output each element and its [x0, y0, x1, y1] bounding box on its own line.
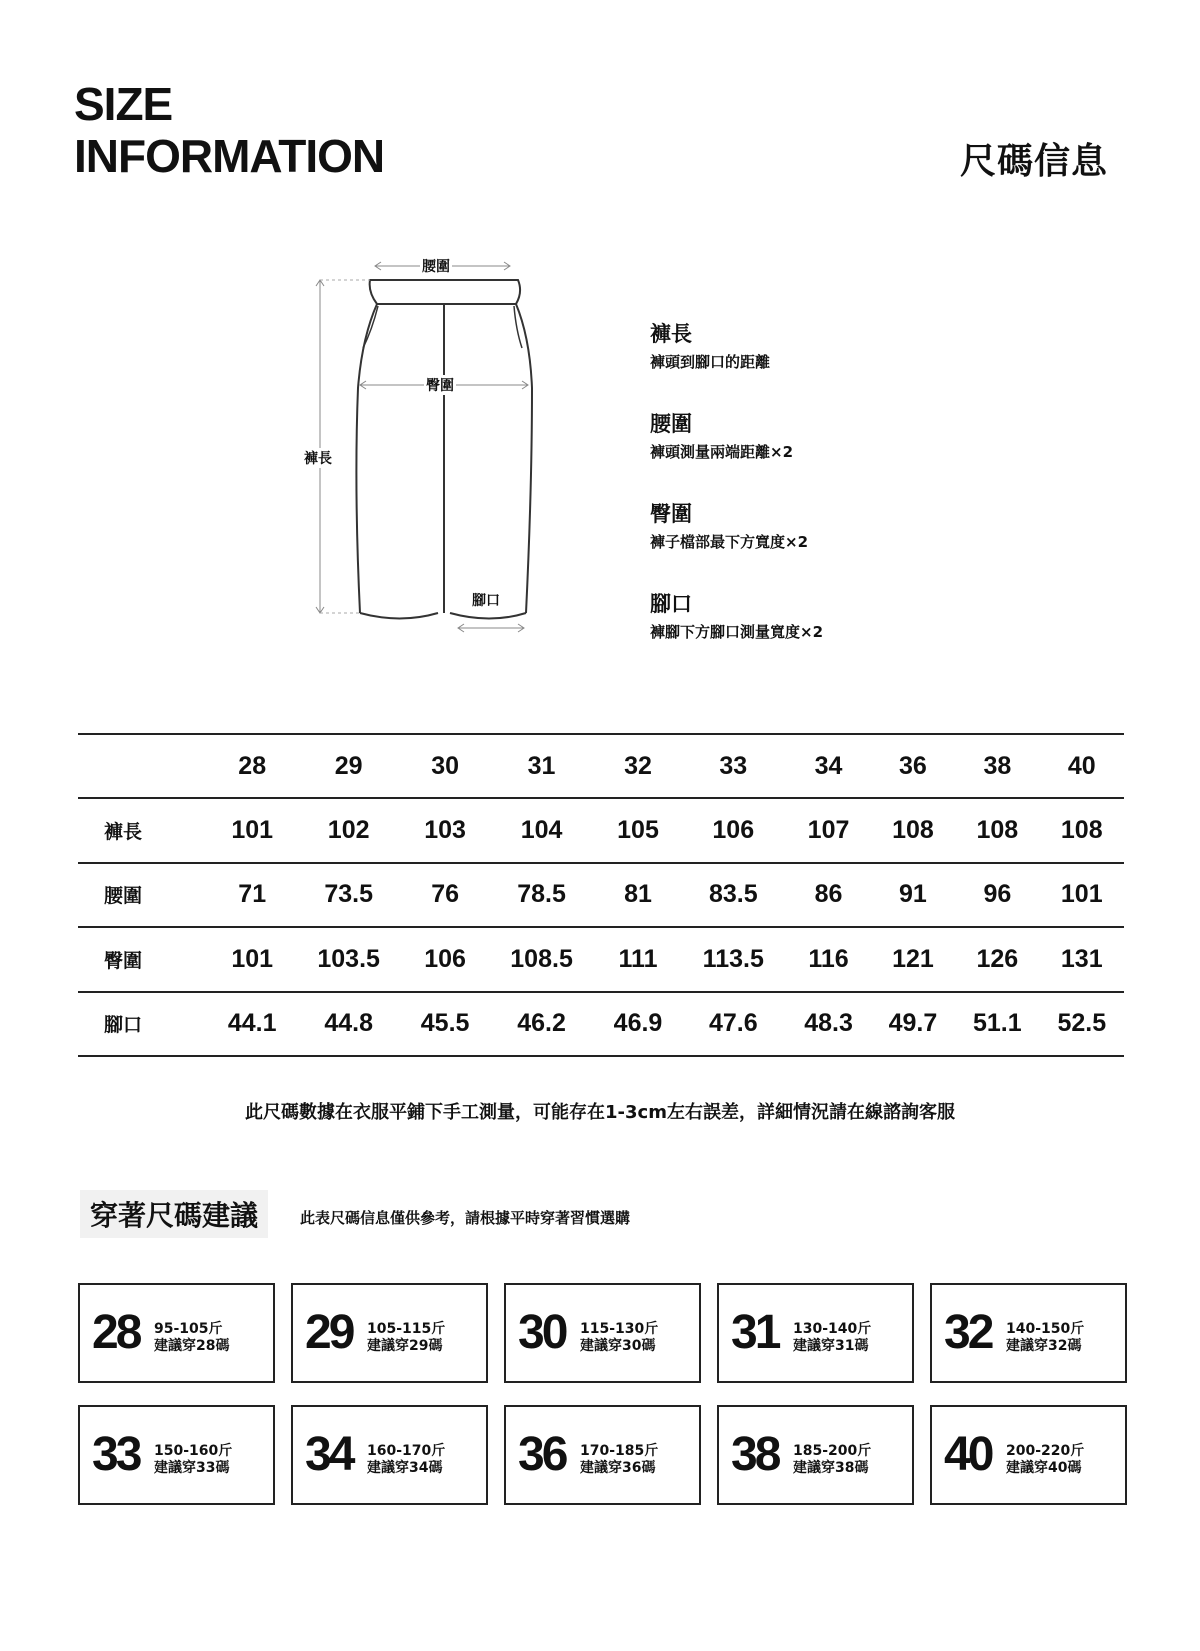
size-header: 32 [596, 734, 680, 798]
recommend-weight: 150-160斤 [154, 1443, 233, 1459]
recommend-card [930, 1283, 1127, 1383]
table-cell: 106 [403, 927, 487, 991]
legend-title: 腰圍 [650, 412, 692, 436]
recommend-card [504, 1283, 701, 1383]
recommend-weight: 105-115斤 [367, 1321, 446, 1337]
recommend-card [717, 1283, 914, 1383]
table-cell: 113.5 [680, 927, 786, 991]
recommend-size: 33 [92, 1428, 140, 1481]
table-cell: 108.5 [487, 927, 596, 991]
recommend-weight: 170-185斤 [580, 1443, 659, 1459]
size-header: 30 [403, 734, 487, 798]
recommend-advice: 建議穿38碼 [793, 1460, 869, 1476]
recommend-card [78, 1283, 275, 1383]
recommend-weight: 130-140斤 [793, 1321, 872, 1337]
recommend-size: 32 [944, 1306, 992, 1359]
recommend-info [1006, 1321, 1084, 1355]
legend-item-length [650, 318, 770, 372]
size-header: 36 [871, 734, 955, 798]
size-header: 33 [680, 734, 786, 798]
pants-diagram [300, 258, 570, 658]
legend-desc: 褲腳下方腳口測量寬度×2 [650, 623, 824, 641]
recommend-advice: 建議穿29碼 [367, 1338, 443, 1354]
table-cell: 101 [210, 798, 294, 862]
legend-title: 褲長 [650, 322, 692, 346]
table-cell: 108 [1040, 798, 1124, 862]
legend-title: 腳口 [650, 592, 692, 616]
title-en-line2: INFORMATION [74, 130, 385, 182]
table-row [78, 992, 1124, 1056]
table-cell: 101 [210, 927, 294, 991]
table-cell: 78.5 [487, 863, 596, 927]
legend-item-waist [650, 408, 793, 462]
recommend-size: 30 [518, 1306, 566, 1359]
table-cell: 108 [955, 798, 1039, 862]
table-cell: 86 [786, 863, 870, 927]
recommend-info [154, 1321, 229, 1355]
table-cell: 102 [294, 798, 403, 862]
legend-desc: 褲頭到腳口的距離 [650, 353, 771, 371]
table-cell: 104 [487, 798, 596, 862]
legend-item-hem [650, 588, 823, 642]
recommend-subtitle: 此表尺碼信息僅供參考，請根據平時穿著習慣選購 [300, 1209, 631, 1227]
table-cell: 83.5 [680, 863, 786, 927]
legend-desc: 褲子檔部最下方寬度×2 [650, 533, 809, 551]
waist-label: 腰圍 [420, 256, 452, 276]
table-cell: 91 [871, 863, 955, 927]
size-header: 29 [294, 734, 403, 798]
table-cell: 103 [403, 798, 487, 862]
recommend-weight: 115-130斤 [580, 1321, 659, 1337]
hip-label: 臀圍 [424, 375, 456, 395]
recommend-info [793, 1443, 871, 1477]
legend-title: 臀圍 [650, 502, 692, 526]
row-label: 臀圍 [78, 927, 210, 991]
recommend-info [1006, 1443, 1084, 1477]
recommend-size: 36 [518, 1428, 566, 1481]
recommend-info [580, 1443, 658, 1477]
recommend-weight: 185-200斤 [793, 1443, 872, 1459]
table-cell: 116 [786, 927, 870, 991]
recommend-size: 31 [731, 1306, 779, 1359]
table-cell: 47.6 [680, 992, 786, 1056]
recommend-card [717, 1405, 914, 1505]
legend-item-hip [650, 498, 808, 552]
table-cell: 44.1 [210, 992, 294, 1056]
pants-outline-icon [300, 258, 570, 658]
table-cell: 76 [403, 863, 487, 927]
recommend-advice: 建議穿33碼 [154, 1460, 230, 1476]
table-cell: 103.5 [294, 927, 403, 991]
recommend-info [580, 1321, 658, 1355]
table-cell: 73.5 [294, 863, 403, 927]
recommend-card [930, 1405, 1127, 1505]
table-cell: 49.7 [871, 992, 955, 1056]
table-cell: 106 [680, 798, 786, 862]
recommend-advice: 建議穿31碼 [793, 1338, 869, 1354]
table-cell: 48.3 [786, 992, 870, 1056]
recommend-advice: 建議穿34碼 [367, 1460, 443, 1476]
recommend-card [291, 1283, 488, 1383]
recommend-advice: 建議穿40碼 [1006, 1460, 1082, 1476]
recommend-advice: 建議穿28碼 [154, 1338, 230, 1354]
table-cell: 131 [1040, 927, 1124, 991]
size-header: 38 [955, 734, 1039, 798]
title-zh: 尺碼信息 [959, 141, 1108, 182]
recommend-advice: 建議穿32碼 [1006, 1338, 1082, 1354]
row-label: 褲長 [78, 798, 210, 862]
table-cell: 108 [871, 798, 955, 862]
recommend-size: 38 [731, 1428, 779, 1481]
table-cell: 44.8 [294, 992, 403, 1056]
recommend-info [793, 1321, 871, 1355]
recommend-info [367, 1321, 445, 1355]
table-row [78, 927, 1124, 991]
table-cell: 46.9 [596, 992, 680, 1056]
size-header: 31 [487, 734, 596, 798]
table-header-row [78, 734, 1124, 798]
recommend-weight: 200-220斤 [1006, 1443, 1085, 1459]
table-row [78, 863, 1124, 927]
recommend-info [154, 1443, 232, 1477]
table-cell: 101 [1040, 863, 1124, 927]
size-header: 34 [786, 734, 870, 798]
measurement-note: 此尺碼數據在衣服平鋪下手工測量，可能存在1-3cm左右誤差，詳細情況請在線諮詢客服 [245, 1102, 955, 1123]
size-header: 40 [1040, 734, 1124, 798]
table-cell: 45.5 [403, 992, 487, 1056]
recommend-advice: 建議穿36碼 [580, 1460, 656, 1476]
recommend-card [504, 1405, 701, 1505]
recommend-weight: 95-105斤 [154, 1321, 223, 1337]
recommend-size: 29 [305, 1306, 353, 1359]
recommend-advice: 建議穿30碼 [580, 1338, 656, 1354]
table-row [78, 798, 1124, 862]
recommend-card [78, 1405, 275, 1505]
table-cell: 46.2 [487, 992, 596, 1056]
size-table [78, 733, 1124, 1057]
table-cell: 51.1 [955, 992, 1039, 1056]
recommend-grid [78, 1283, 1127, 1507]
hem-label: 腳口 [470, 590, 502, 610]
recommend-size: 28 [92, 1306, 140, 1359]
size-header: 28 [210, 734, 294, 798]
row-label: 腳口 [78, 992, 210, 1056]
recommend-size: 40 [944, 1428, 992, 1481]
table-corner [78, 734, 210, 798]
recommend-size: 34 [305, 1428, 353, 1481]
legend-desc: 褲頭測量兩端距離×2 [650, 443, 794, 461]
row-label: 腰圍 [78, 863, 210, 927]
recommend-info [367, 1443, 445, 1477]
table-cell: 81 [596, 863, 680, 927]
title-en [74, 78, 384, 182]
table-cell: 121 [871, 927, 955, 991]
table-cell: 52.5 [1040, 992, 1124, 1056]
title-en-line1: SIZE [74, 78, 173, 130]
table-cell: 71 [210, 863, 294, 927]
recommend-card [291, 1405, 488, 1505]
recommend-title: 穿著尺碼建議 [80, 1190, 268, 1238]
table-cell: 126 [955, 927, 1039, 991]
length-label: 褲長 [302, 448, 334, 468]
table-cell: 107 [786, 798, 870, 862]
recommend-weight: 160-170斤 [367, 1443, 446, 1459]
recommend-weight: 140-150斤 [1006, 1321, 1085, 1337]
table-cell: 105 [596, 798, 680, 862]
table-cell: 96 [955, 863, 1039, 927]
table-cell: 111 [596, 927, 680, 991]
